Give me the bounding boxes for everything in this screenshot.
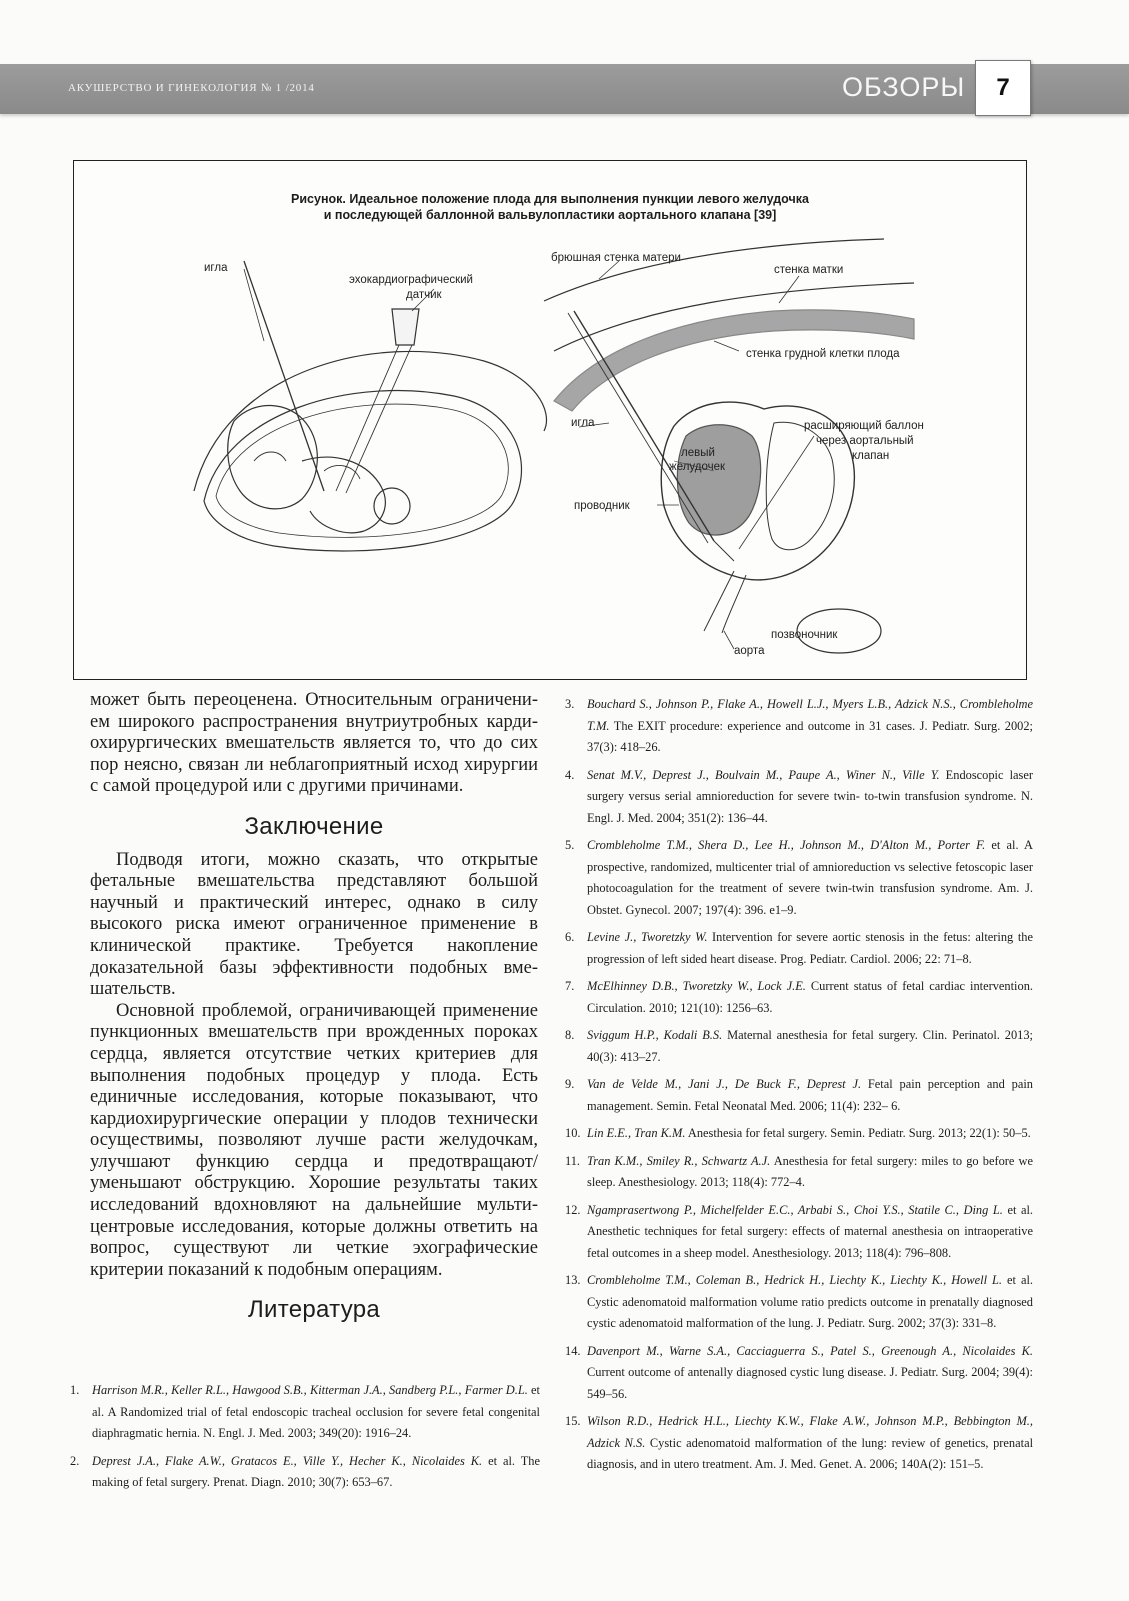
reference-item	[565, 1411, 1033, 1476]
aorta-leader	[724, 631, 734, 649]
reference-text: Intervention for severe aortic stenosis in the fetus: altering the progression of left sided heart disease. Prog. Pediatr. Cardiol. 2006; 22: 71–8.	[587, 930, 1033, 966]
maternal-abdomen-outline	[194, 351, 547, 491]
transducer-beam-1	[336, 345, 399, 491]
reference-item	[565, 1151, 1033, 1194]
reference-text: et al. The making of fetal surgery. Prenat. Diagn. 2010; 30(7): 653–67.	[92, 1453, 540, 1489]
label-transducer-line-1: эхокардиографический	[349, 274, 473, 286]
transducer-body	[392, 309, 419, 345]
reference-text: et al. A Randomized trial of fetal endoscopic tracheal occlusion for severe fetal congenital diaphragmatic hernia. N. Engl. J. Med. 2003; 349(20): 1916–24.	[92, 1383, 540, 1440]
reference-number: 6.	[565, 930, 575, 944]
figure-caption-line-1: Рисунок. Идеальное положение плода для выполнения пункции левого желудочка	[291, 192, 809, 206]
label-guidewire: проводник	[574, 500, 630, 512]
reference-text: Anesthesia for fetal surgery. Semin. Pediatr. Surg. 2013; 22(1): 50–5.	[685, 1126, 1031, 1140]
guidewire-line	[714, 541, 734, 561]
references-list-left	[70, 1380, 540, 1500]
reference-item	[565, 1074, 1033, 1117]
reference-text: Endoscopic laser surgery versus serial amnioreduction for severe twin- to-twin transfusion syndrome. N. Engl. J. Med. 2004; 351(2): 136–44.	[587, 767, 1033, 825]
reference-number: 9.	[565, 1077, 575, 1091]
reference-authors: Lin E.E., Tran K.M.	[587, 1126, 686, 1140]
figure-caption-line-2: и последующей баллонной вальвулопластики аортального клапана [39]	[323, 208, 777, 222]
reference-authors: Levine J., Tworetzky W.	[587, 930, 708, 944]
reference-number: 14.	[565, 1343, 581, 1358]
reference-number: 15.	[565, 1414, 581, 1428]
body-paragraph: может быть переоценена. Относительным ограничением широкого распространения внутриутробных кардиохирургических вмешательств является то, что до сих пор неясно, связан ли неблагоприятный исход хирургии с самой процедурой или с другими причинами.	[90, 690, 538, 797]
body-text-column	[90, 690, 538, 1333]
references-list-right	[565, 694, 1033, 1482]
reference-authors: McElhinney D.B., Tworetzky W., Lock J.E.	[587, 979, 806, 993]
reference-item	[565, 1123, 1033, 1145]
reference-number: 4.	[565, 767, 575, 782]
reference-text: The EXIT procedure: experience and outcome in 31 cases. J. Pediatr. Surg. 2002; 37(3): 418–26.	[587, 718, 1033, 754]
reference-item	[565, 765, 1033, 830]
figure	[73, 160, 1027, 680]
label-balloon-line-2: через аортальный	[816, 435, 914, 447]
aorta-vessel	[704, 571, 734, 631]
reference-item	[565, 927, 1033, 970]
label-chest-wall: стенка грудной клетки плода	[746, 348, 900, 360]
reference-authors: Tran K.M., Smiley R., Schwartz A.J.	[587, 1153, 771, 1168]
chest-wall-leader	[714, 341, 739, 351]
fetus-limb-2	[254, 452, 286, 461]
reference-number: 3.	[565, 697, 575, 711]
fetal-chest-wall	[554, 310, 914, 411]
label-aorta: аорта	[734, 645, 765, 657]
reference-number: 8.	[565, 1028, 575, 1042]
label-needle-left: игла	[204, 262, 228, 274]
heading-conclusion: Заключение	[244, 812, 384, 840]
reference-authors: Sviggum H.P., Kodali B.S.	[587, 1028, 723, 1042]
reference-number: 13.	[565, 1273, 581, 1287]
reference-item	[565, 1270, 1033, 1335]
heading-references: Литература	[247, 1296, 381, 1324]
reference-number: 5.	[565, 838, 575, 852]
label-balloon-line-3: клапан	[852, 450, 890, 462]
journal-title: АКУШЕРСТВО И ГИНЕКОЛОГИЯ № 1 /2014	[68, 82, 315, 94]
reference-item	[565, 1025, 1033, 1068]
reference-item	[565, 835, 1033, 921]
reference-item	[565, 1341, 1033, 1406]
reference-item	[565, 976, 1033, 1019]
reference-number: 7.	[565, 979, 575, 993]
section-title: ОБЗОРЫ	[842, 72, 966, 102]
label-needle-right: игла	[571, 417, 595, 429]
reference-text: Cystic adenomatoid malformation of the lung: review of genetics, prenatal diagnosis, and in utero treatment. Am. J. Med. Genet. A. 2006; 140A(2): 151–5.	[587, 1435, 1034, 1471]
reference-item	[70, 1451, 540, 1494]
reference-authors: Crombleholme T.M., Shera D., Lee H., Johnson M., D'Alton M., Porter F.	[587, 838, 986, 852]
label-balloon-line-1: расширяющий баллон	[804, 420, 924, 432]
uterus-outline	[204, 391, 522, 551]
fetus-outline	[228, 405, 318, 508]
left-panel-drawing	[194, 261, 547, 551]
aorta-vessel-2	[722, 575, 746, 633]
label-left-ventricle-2: желудочек	[669, 461, 726, 473]
reference-text: et al. A prospective, randomized, multicenter trial of amnioreduction vs selective fetoscopic laser photocoagulation for the treatment of severe twin-twin transfusion syndrome. Am. J. Obstet. Gynecol. 2007; 197(4): 396. e1–9.	[587, 838, 1033, 917]
reference-number: 1.	[70, 1383, 80, 1397]
transducer-beam-2	[346, 345, 412, 493]
body-paragraph: Основной проблемой, ограничивающей применение пункционных вмешательств при врожденных пороках сердца, является отсутствие четких критериев для выполнения подобных процедур у плода. Есть единичные исследования, которые показывают, что кардиохирургические операции у плодов технически осуществимы, позволяют лучше расти желудочкам, улучшают функцию сердца и предотвращают/ уменьшают обструкцию. Хорошие результаты таких исследований вдохновляют на дальнейшие мультицентровые исследования, которые должны ответить на вопрос, существуют ли четкие эхографические критерии показаний к подобным операциям.	[90, 1000, 538, 1280]
reference-authors: Ngamprasertwong P., Michelfelder E.C., Arbabi S., Choi Y.S., Statile C., Ding L.	[587, 1202, 1003, 1217]
reference-authors: Harrison M.R., Keller R.L., Hawgood S.B., Kitterman J.A., Sandberg P.L., Farmer D.L.	[92, 1383, 528, 1397]
reference-text: et al. Cystic adenomatoid malformation volume ratio predicts outcome in prenatally diagnosed cystic adenomatoid malformation of the lung. J. Pediatr. Surg. 2002; 37(3): 331–8.	[587, 1273, 1033, 1330]
needle-left-line	[244, 261, 324, 491]
reference-text: Anesthesia for fetal surgery: miles to go before we sleep. Anesthesiology. 2013; 118(4): 772–4.	[587, 1153, 1033, 1189]
reference-authors: Wilson R.D., Hedrick H.L., Liechty K.W., Flake A.W., Johnson M.P., Bebbington M., Adzick N.S.	[587, 1414, 1033, 1450]
reference-number: 2.	[70, 1453, 80, 1468]
reference-number: 11.	[565, 1153, 581, 1168]
reference-text: et al. Anesthetic techniques for fetal surgery: effects of maternal anesthesia on intraoperative fetal outcomes in a sheep model. Anesthesiology. 2013; 118(4): 796–808.	[587, 1202, 1033, 1260]
reference-text: Current status of fetal cardiac intervention. Circulation. 2010; 121(10): 1256–63.	[587, 979, 1033, 1015]
reference-authors: Van de Velde M., Jani J., De Buck F., Deprest J.	[587, 1077, 862, 1091]
reference-text: Fetal pain perception and pain management. Semin. Fetal Neonatal Med. 2006; 11(4): 232– 6.	[587, 1077, 1033, 1113]
reference-item	[565, 1200, 1033, 1265]
needle-leader	[244, 269, 264, 341]
figure-illustration	[74, 161, 1026, 679]
reference-item	[70, 1380, 540, 1445]
label-transducer-line-2: датчик	[406, 289, 442, 301]
page-number: 7	[975, 60, 1031, 116]
label-uterine-wall: стенка матки	[774, 264, 844, 276]
label-spine: позвоночник	[771, 629, 838, 641]
reference-number: 12.	[565, 1202, 581, 1217]
reference-authors: Davenport M., Warne S.A., Cacciaguerra S., Patel S., Greenough A., Nicolaides K.	[587, 1343, 1033, 1358]
label-abdominal-wall: брюшная стенка матери	[551, 252, 681, 264]
reference-authors: Deprest J.A., Flake A.W., Gratacos E., Ville Y., Hecher K., Nicolaides K.	[92, 1453, 483, 1468]
body-paragraph: Подводя итоги, можно сказать, что открытые фетальные вмешательства представляют большой научный и практический интерес, однако в силу высокого риска имеют ограниченное применение в клинической практике. Требуется накопление доказательной базы эффективности подобных вмешательств.	[90, 849, 538, 1000]
left-ventricle	[677, 425, 760, 535]
reference-authors: Senat M.V., Deprest J., Boulvain M., Paupe A., Winer N., Ville Y.	[587, 767, 940, 782]
label-left-ventricle-1: левый	[681, 447, 715, 459]
uterus-outline-inner	[216, 404, 508, 537]
reference-item	[565, 694, 1033, 759]
reference-authors: Crombleholme T.M., Coleman B., Hedrick H., Liechty K., Liechty K., Howell L.	[587, 1273, 1002, 1287]
reference-text: Current outcome of antenally diagnosed cystic lung disease. J. Pediatr. Surg. 2004; 39(4): 549–56.	[587, 1365, 1033, 1401]
reference-number: 10.	[565, 1126, 581, 1140]
fetus-body	[302, 457, 385, 533]
reference-text: Maternal anesthesia for fetal surgery. Clin. Perinatol. 2013; 40(3): 413–27.	[587, 1028, 1034, 1064]
uterine-wall-leader	[779, 276, 799, 303]
reference-authors: Bouchard S., Johnson P., Flake A., Howell L.J., Myers L.B., Adzick N.S., Crombleholme T.M.	[587, 697, 1033, 733]
fetus-head	[374, 488, 410, 524]
